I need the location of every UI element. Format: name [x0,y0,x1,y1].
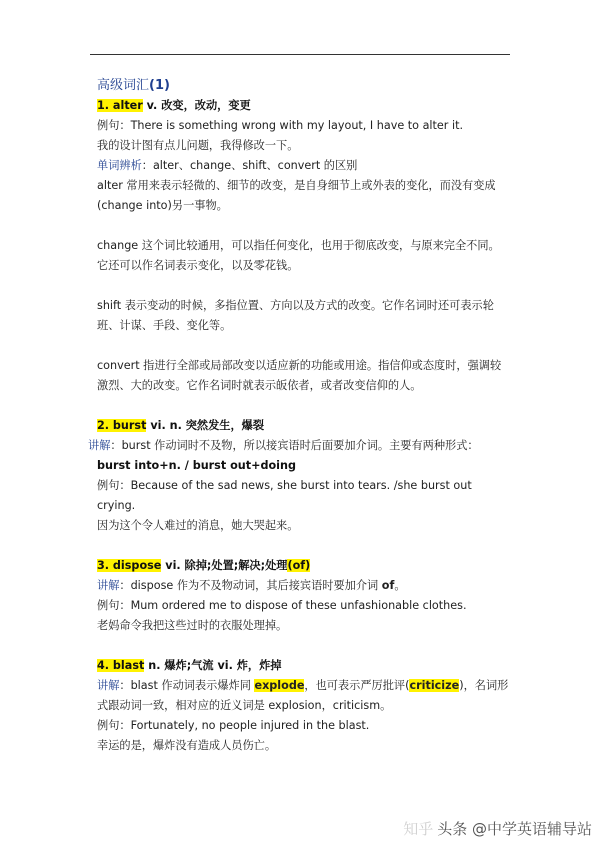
top-divider [90,54,510,55]
alter-example-zh: 我的设计图有点儿问题，我得修改一下。 [97,139,299,152]
blast-explanation: 讲解：blast 作动词表示爆炸同 explode，也可表示严厉批评(criticize)，名词形式跟动词一致，相对应的近义词是 explosion，criticism。 [97,679,509,712]
word-analysis: 单词辨析：alter、change、shift、convert 的区别 [97,159,358,172]
dispose-example-en: 例句：Mum ordered me to dispose of these unfashionable clothes. [97,599,467,612]
document-body [88,76,509,756]
burst-forms: burst into+n. / burst out+doing [97,459,296,472]
entry-blast-heading: 4. blast n. 爆炸;气流 vi. 炸，炸掉 [97,659,282,672]
dispose-explanation: 讲解：dispose 作为不及物动词，其后接宾语时要加介词 of。 [97,579,406,592]
page-title: 高级词汇(1) [97,78,170,93]
blast-example-zh: 幸运的是，爆炸没有造成人员伤亡。 [97,739,277,752]
change-description: change 这个词比较通用，可以指任何变化，也用于彻底改变，与原来完全不同。它还可以作名词表示变化，以及零花钱。 [97,239,500,272]
entry-burst-heading: 2. burst vi. n. 突然发生，爆裂 [97,419,265,432]
burst-explanation: 讲解：burst 作动词时不及物，所以接宾语时后面要加介词。主要有两种形式： [88,439,479,452]
dispose-example-zh: 老妈命令我把这些过时的衣服处理掉。 [97,619,288,632]
watermark: 知乎 头条 @中学英语辅导站 [403,820,592,838]
burst-example-zh: 因为这个令人难过的消息，她大哭起来。 [97,519,299,532]
analysis-label: 单词辨析 [97,159,142,172]
shift-description: shift 表示变动的时候，多指位置、方向以及方式的改变。它作名词时还可表示轮班、计谋、手段、变化等。 [97,299,494,332]
convert-description: convert 指进行全部或局部改变以适应新的功能或用途。指信仰或态度时，强调较激烈、大的改变。它作名词时就表示皈依者，或者改变信仰的人。 [97,359,502,392]
entry-alter-heading: 1. alter v. 改变，改动，变更 [97,99,251,112]
entry-dispose-heading: 3. dispose vi. 除掉;处置;解决;处理(of) [97,559,311,572]
alter-description: alter 常用来表示轻微的、细节的改变，是自身细节上或外表的变化，而没有变成(change into)另一事物。 [97,179,496,212]
blast-example-en: 例句：Fortunately, no people injured in the blast. [97,719,370,732]
alter-example-en: 例句：There is something wrong with my layout, I have to alter it. [97,119,464,132]
burst-example-en: 例句：Because of the sad news, she burst into tears. /she burst out crying. [97,479,472,512]
